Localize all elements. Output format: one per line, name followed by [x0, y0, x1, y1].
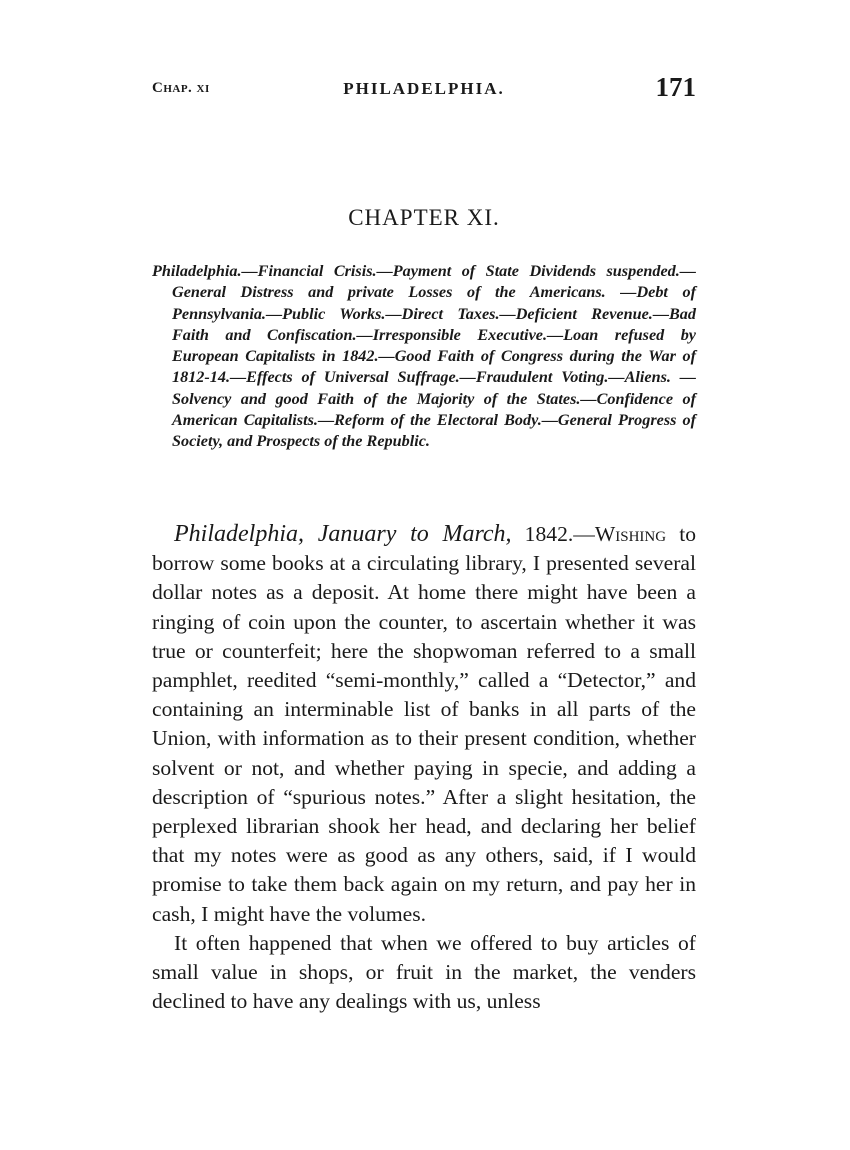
paragraph-2: It often happened that when we offered to buy articles of small value in shops, or fruit in the market, the venders declined to have any dealings with us, unless [152, 930, 696, 1014]
paragraph-1-lead: Philadelphia, January to March, [174, 521, 512, 547]
body-text [152, 520, 696, 1016]
running-head-title: PHILADELPHIA. [343, 79, 505, 98]
chapter-title: CHAPTER XI. [348, 205, 500, 230]
running-head [152, 72, 696, 106]
paragraph-1 [152, 520, 696, 929]
paragraph-1-smallcaps: Wishing [594, 522, 667, 546]
book-page [152, 0, 696, 1150]
paragraph-1-text: to borrow some books at a circulating library, I presented several dollar notes as a deposit. At home there might have been a ringing of coin upon the counter, to ascertain whether it was true or counterfeit; here the shopwoman referred to a small pamphlet, reedited “semi-monthly,” called a “Detector,” and containing an interminable list of banks in all parts of the Union, with information as to their present condition, whether solvent or not, and whether paying in specie, and adding a description of “spurious notes.” After a slight hesitation, the perplexed librarian shook her head, and declaring her belief that my notes were as good as any others, said, if I would promise to take them back again on my return, and pay her in cash, I might have the volumes. [152, 522, 697, 926]
chapter-synopsis: Philadelphia.—Financial Crisis.—Payment of State Dividends suspended.—General Distress and private Losses of the Americans. —Debt of Pennsylvania.—Public Works.—Direct Taxes.—Deficient Revenue.—Bad Faith and Confiscation.—Irresponsible Executive.—Loan refused by European Capitalists in 1842.—Good Faith of Congress during the War of 1812-14.—Effects of Universal Suffrage.—Fraudulent Voting.—Aliens. — Solvency and good Faith of the Majority of the States.—Confidence of American Capitalists.—Reform of the Electoral Body.—General Progress of Society, and Prospects of the Republic. [152, 262, 696, 451]
paragraph-1-year: 1842.— [511, 522, 595, 546]
page-number: 171 [655, 72, 696, 102]
running-head-chapter: Chap. xi [152, 80, 210, 96]
